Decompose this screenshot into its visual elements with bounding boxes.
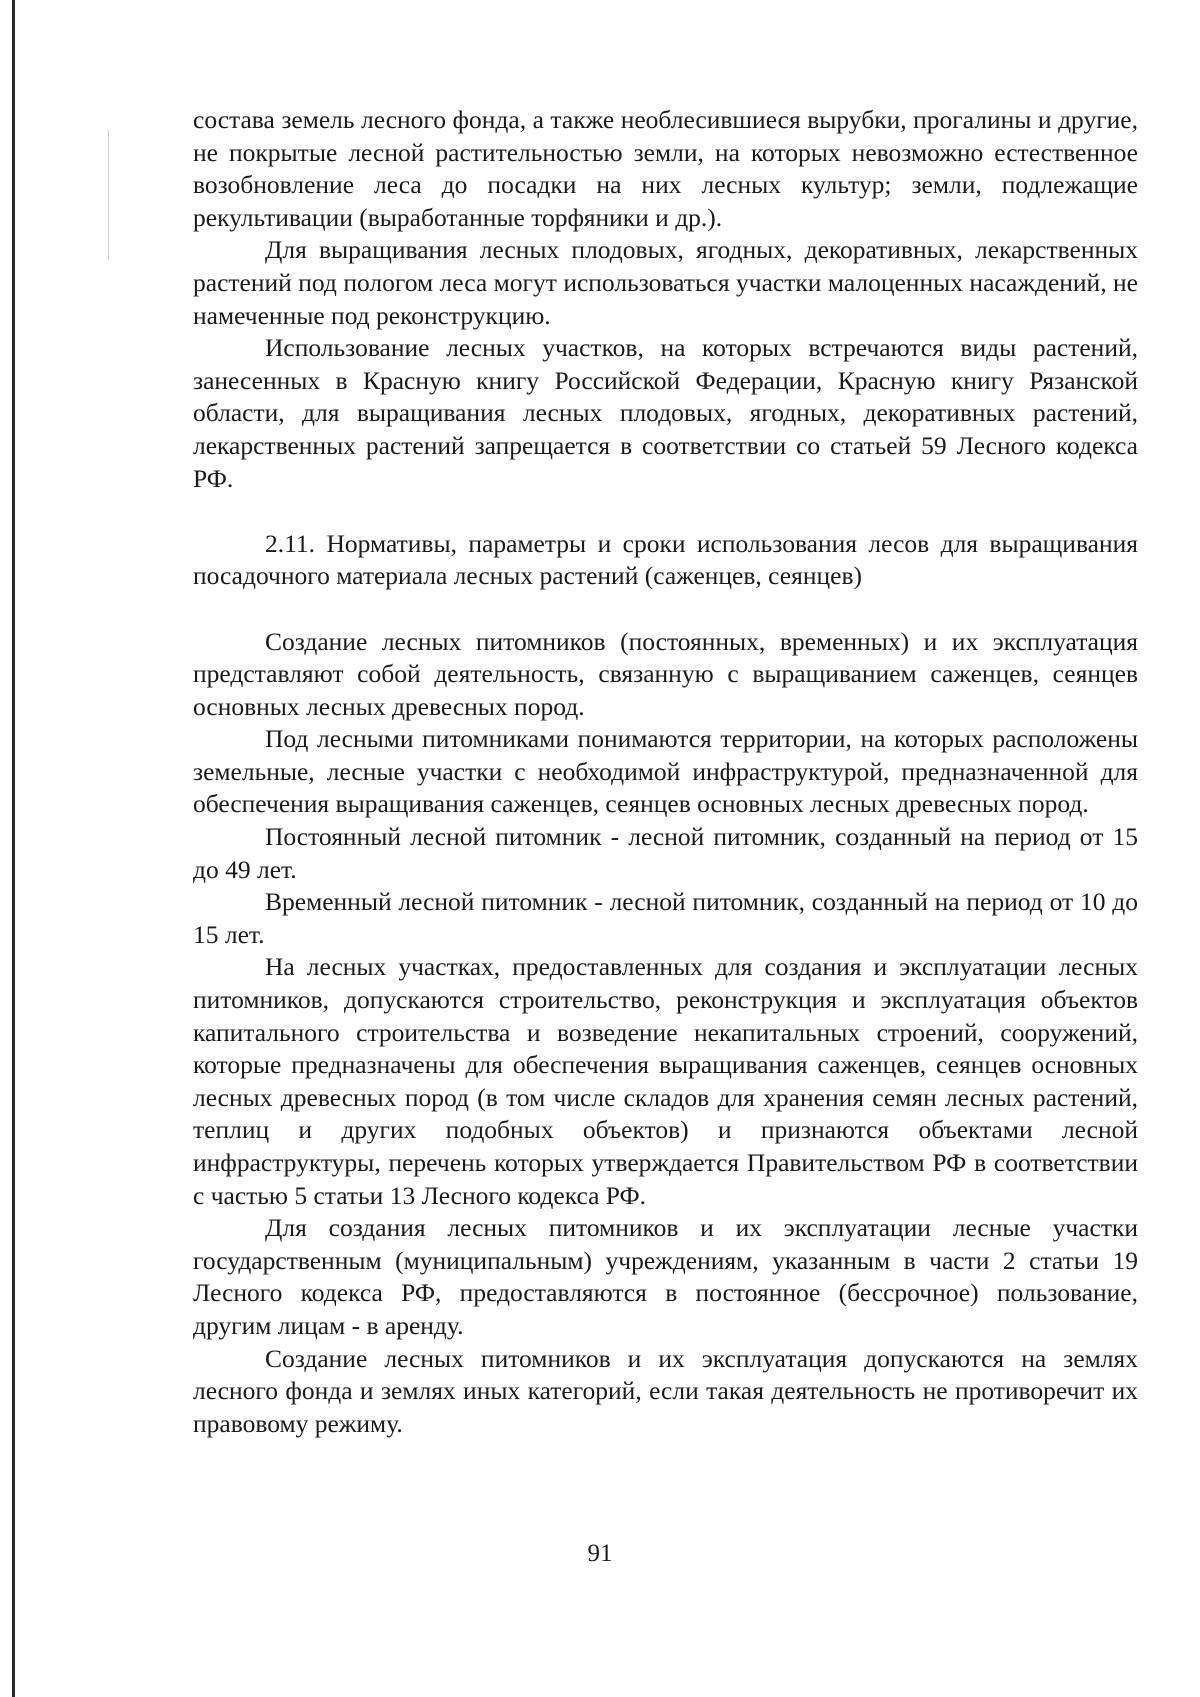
paragraph-medicinal-plants: Для выращивания лесных плодовых, ягодных, декоративных, лекарственных растений под пологом леса могут использоваться участки малоценных насаждений, не намеченные под реконструкцию. bbox=[193, 235, 1138, 330]
scan-faint-mark bbox=[108, 130, 109, 260]
paragraph-nursery-creation: Создание лесных питомников (постоянных, временных) и их эксплуатация представляют собой деятельность, связанную с выращиванием саженцев, сеянцев основных лесных древесных пород. bbox=[193, 626, 1138, 721]
paragraph-permanent-nursery: Постоянный лесной питомник - лесной питомник, созданный на период от 15 до 49 лет. bbox=[193, 822, 1138, 884]
section-heading-2-11: 2.11. Нормативы, параметры и сроки использования лесов для выращивания посадочного материала лесных растений (саженцев, сеянцев) bbox=[193, 528, 1138, 591]
paragraph-nursery-infrastructure: На лесных участках, предоставленных для создания и эксплуатации лесных питомников, допускаются строительство, реконструкция и эксплуатация объектов капитального строительства и возведение некапитальных строений, сооружений, которые предназначены для обеспечения выращивания саженцев, сеянцев основных лесных древесных пород (в том числе складов для хранения семян лесных растений, теплиц и других подобных объектов) и признаются объектами лесной инфраструктуры, перечень которых утверждается Правительством РФ в соответствии с частью 5 статьи 13 Лесного кодекса РФ. bbox=[193, 952, 1138, 1210]
paragraph-continuation: состава земель лесного фонда, а также необлесившиеся вырубки, прогалины и другие, не покрытые лесной растительностью земли, на которых невозможно естественное возобновление леса до посадки на них лесных культур; земли, подлежащие рекультивации (выработанные торфяники и др.). bbox=[193, 105, 1138, 232]
document-body bbox=[193, 104, 1138, 1440]
scan-binding-edge bbox=[12, 0, 15, 1697]
paragraph-nursery-land-categories: Создание лесных питомников и их эксплуатация допускаются на землях лесного фонда и землях иных категорий, если такая деятельность не противоречит их правовому режиму. bbox=[193, 1343, 1138, 1438]
paragraph-temporary-nursery: Временный лесной питомник - лесной питомник, созданный на период от 10 до 15 лет. bbox=[193, 887, 1138, 949]
page-number: 91 bbox=[587, 1540, 613, 1567]
paragraph-nursery-definition: Под лесными питомниками понимаются территории, на которых расположены земельные, лесные участки с необходимой инфраструктурой, предназначенной для обеспечения выращивания саженцев, сеянцев основных лесных древесных пород. bbox=[193, 724, 1138, 819]
paragraph-red-book: Использование лесных участков, на которых встречаются виды растений, занесенных в Красную книгу Российской Федерации, Красную книгу Рязанской области, для выращивания лесных плодовых, ягодных, декоративных растений, лекарственных растений запрещается в соответствии со статьей 59 Лесного кодекса РФ. bbox=[193, 333, 1138, 493]
paragraph-nursery-land-use: Для создания лесных питомников и их эксплуатации лесные участки государственным (муниципальным) учреждениям, указанным в части 2 статьи 19 Лесного кодекса РФ, предоставляются в постоянное (бессрочное) пользование, другим лицам - в аренду. bbox=[193, 1213, 1138, 1340]
